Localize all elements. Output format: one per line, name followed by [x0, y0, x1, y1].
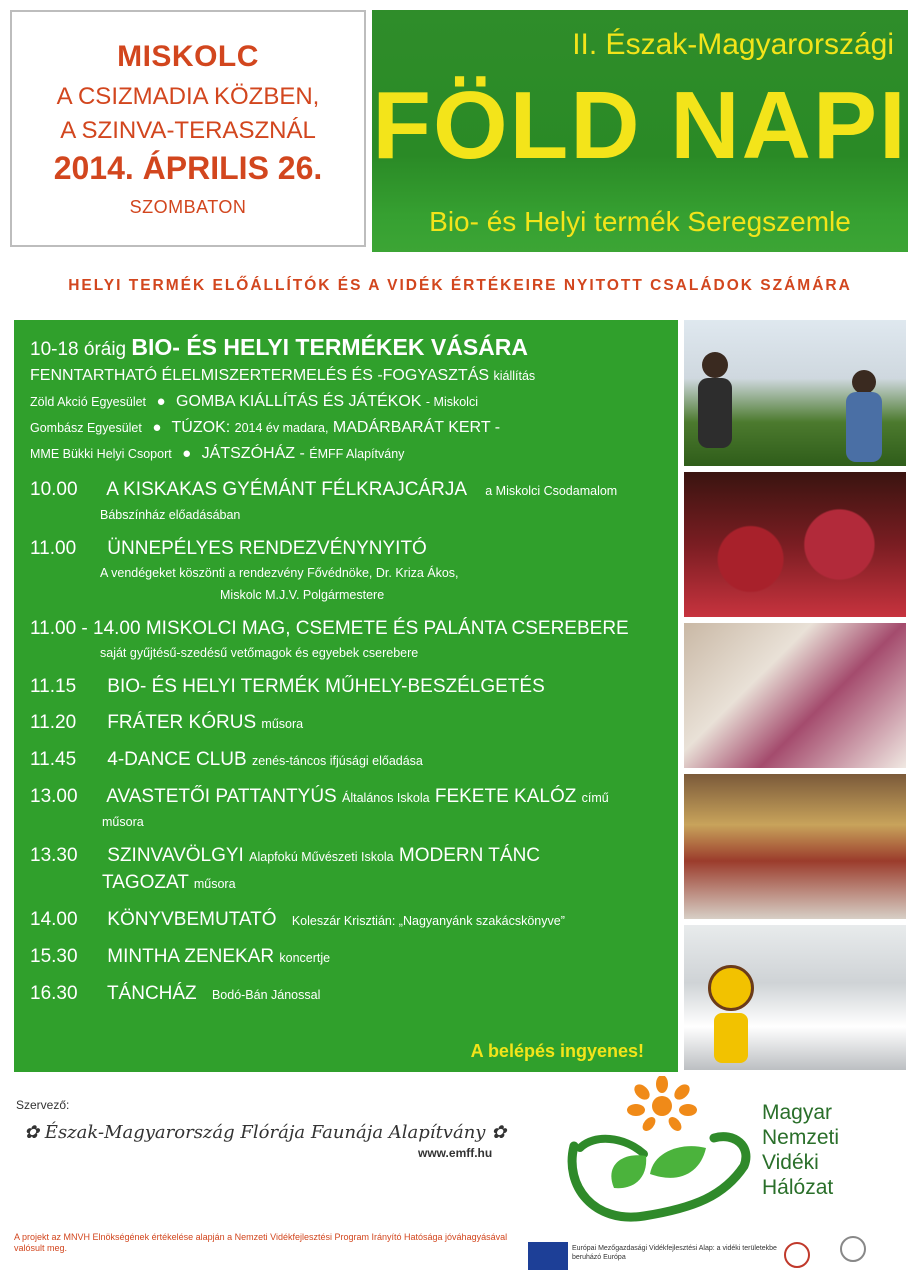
program-line-1 [30, 363, 664, 389]
event-detail: A vendégeket köszönti a rendezvény Fővédnöke, Dr. Kriza Ákos, [100, 566, 459, 580]
event-note: műsora [261, 717, 304, 731]
program-event [30, 674, 664, 700]
event-place-box [10, 10, 366, 247]
program-line-1-text: FENNTARTHATÓ ÉLELMISZERTERMELÉS ÉS -FOGYASZTÁS [30, 367, 490, 384]
program-event [30, 907, 664, 934]
event-time: 10.00 [30, 479, 78, 500]
event-time: 11.20 [30, 712, 77, 733]
event-time: 14.00 [30, 909, 78, 930]
program-event [30, 784, 664, 833]
event-title-2: FEKETE KALÓZ [434, 786, 577, 807]
bullet-icon: ● [152, 419, 162, 436]
intro-time: 10-18 óráig [30, 339, 127, 360]
event-title: TÁNCHÁZ [106, 983, 197, 1004]
program-line-3-small-a: Gombász Egyesület [30, 421, 142, 435]
event-note: Általános Iskola [342, 791, 430, 805]
event-time: 15.30 [30, 946, 78, 967]
event-time: 11.15 [30, 676, 77, 697]
program-line-4-text: JÁTSZÓHÁZ - [201, 445, 305, 462]
sponsor-text: Európai Mezőgazdasági Vidékfejlesztési Alap: a vidéki területekbe beruházó Európa [572, 1245, 777, 1261]
organizer-url[interactable]: www.emff.hu [418, 1146, 493, 1160]
event-date: 2014. ÁPRILIS 26. [53, 149, 323, 186]
program-line-3-small-b: 2014 év madara, [234, 421, 329, 435]
organizer-name: ✿ Észak-Magyarország Flórája Faunája Alapítvány ✿ [24, 1122, 507, 1143]
funding-footnote: A projekt az MNVH Elnökségének értékelése alapján a Nemzeti Vidékfejlesztési Program Irányító Hatósága jóváhagyásával valósult meg. [14, 1232, 508, 1253]
program-line-2 [30, 389, 664, 415]
event-time: 11.00 - 14.00 [30, 618, 141, 639]
organizer-label: Szervező: [16, 1098, 70, 1112]
intro-title: BIO- ÉS HELYI TERMÉKEK VÁSÁRA [131, 334, 528, 360]
market-stall-photo [684, 320, 906, 466]
event-title-2: MODERN TÁNC [398, 845, 541, 866]
event-detail-2: Miskolc M.J.V. Polgármestere [220, 588, 385, 602]
partner-logo-icon [784, 1242, 810, 1268]
bullet-icon: ● [156, 393, 166, 410]
event-note: Alapfokú Művészeti Iskola [249, 850, 394, 864]
program-line-4 [30, 441, 664, 467]
event-time: 11.00 [30, 538, 77, 559]
event-note: zenés-táncos ifjúsági előadása [251, 754, 423, 768]
tagline: HELYI TERMÉK ELŐÁLLÍTÓK ÉS A VIDÉK ÉRTÉKEIRE NYITOTT CSALÁDOK SZÁMÁRA [68, 277, 852, 294]
program-line-4-small-b: ÉMFF Alapítvány [309, 447, 405, 461]
network-name-line-3: Vidéki [762, 1151, 819, 1174]
bullet-icon: ● [182, 445, 192, 462]
event-note: koncertje [279, 951, 331, 965]
event-title: 4-DANCE CLUB [107, 749, 247, 770]
event-title: MISKOLCI MAG, CSEMETE ÉS PALÁNTA CSEREBERE [145, 618, 629, 639]
event-note: a Miskolci Csodamalom [485, 484, 618, 498]
program-line-1-small: kiállítás [493, 369, 536, 383]
event-edition: II. Észak-Magyarországi [572, 28, 894, 61]
program-line-4-small-a: MME Bükki Helyi Csoport [30, 447, 172, 461]
program-line-3-text: TÚZOK: [171, 419, 231, 436]
network-name-line-1: Magyar [762, 1101, 833, 1124]
event-title: FÖLD NAPI [372, 72, 908, 179]
program-event [30, 536, 664, 606]
event-time: 13.30 [30, 845, 78, 866]
produce-shelf-photo [684, 774, 906, 919]
program-event [30, 843, 664, 897]
event-title: MINTHA ZENEKAR [107, 946, 275, 967]
program-panel [14, 320, 678, 1072]
event-time: 16.30 [30, 983, 78, 1004]
city-name: MISKOLC [117, 39, 259, 73]
program-line-2-small-a: Zöld Akció Egyesület [30, 395, 147, 409]
event-detail: műsora [102, 815, 144, 829]
program-event [30, 981, 664, 1008]
program-line-2-small-b: - Miskolci [425, 395, 478, 409]
program-event [30, 944, 664, 971]
eu-flag-icon [528, 1242, 568, 1270]
program-event [30, 616, 664, 664]
program-intro [30, 334, 664, 363]
program-line-3-text-b: MADÁRBARÁT KERT - [332, 419, 501, 436]
event-detail: Bábszínház előadásában [100, 508, 241, 522]
program-event [30, 747, 664, 774]
event-detail: műsora [193, 877, 236, 891]
jam-jars-photo [684, 472, 906, 617]
program-line-2-text: GOMBA KIÁLLÍTÁS ÉS JÁTÉKOK [176, 393, 422, 410]
network-name-line-4: Hálózat [762, 1176, 834, 1199]
event-title: BIO- ÉS HELYI TERMÉK MŰHELY-BESZÉLGETÉS [107, 676, 545, 697]
network-logo-icon [554, 1076, 764, 1228]
program-line-3 [30, 415, 664, 441]
free-entry-note: A belépés ingyenes! [470, 1041, 644, 1061]
network-name [762, 1100, 839, 1200]
government-seal-icon [840, 1236, 866, 1262]
event-title: A KISKAKAS GYÉMÁNT FÉLKRAJCÁRJA [106, 479, 466, 500]
event-detail: saját gyűjtésű-szedésű vetőmagok és egyebek cserebere [100, 646, 419, 660]
event-note: Koleszár Krisztián: „Nagyanyánk szakácskönyve” [291, 914, 565, 928]
event-title: SZINVAVÖLGYI [107, 845, 244, 866]
program-event [30, 710, 664, 737]
event-note: Bodó-Bán Jánossal [211, 988, 321, 1002]
location-line-2: A SZINVA-TERASZNÁL [60, 116, 316, 144]
craft-stall-photo [684, 925, 906, 1070]
event-title: FRÁTER KÓRUS [107, 712, 257, 733]
location-line-1: A CSIZMADIA KÖZBEN, [56, 82, 320, 110]
event-header [372, 10, 908, 252]
event-time: 11.45 [30, 749, 77, 770]
event-time: 13.00 [30, 786, 78, 807]
event-title: AVASTETŐI PATTANTYÚS [106, 786, 337, 807]
event-detail-big: TAGOZAT [102, 872, 189, 893]
photo-column [684, 320, 906, 1076]
event-subtitle: Bio- és Helyi termék Seregszemle [429, 206, 851, 237]
workshop-photo [684, 623, 906, 768]
event-title: KÖNYVBEMUTATÓ [107, 909, 277, 930]
program-event [30, 477, 664, 526]
network-name-line-2: Nemzeti [762, 1126, 840, 1149]
event-day: SZOMBATON [129, 196, 247, 217]
event-title: ÜNNEPÉLYES RENDEZVÉNYNYITÓ [107, 538, 427, 559]
event-note-2: című [581, 791, 609, 805]
